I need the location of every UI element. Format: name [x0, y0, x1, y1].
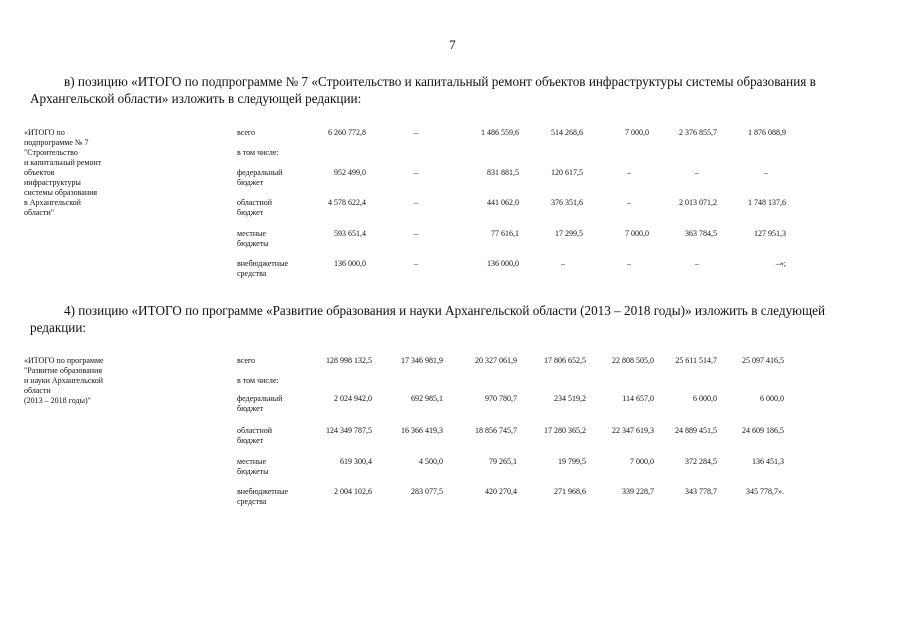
table-title: «ИТОГО по подпрограмме № 7 "Строительство и капитальный ремонт объектов инфраструктуры системы образования в Архангельской области": [24, 128, 102, 217]
table-cell: 234 519,2: [554, 394, 586, 403]
table-cell: 343 778,7: [685, 487, 717, 496]
row-label: внебюджетные средства: [237, 259, 288, 278]
table-cell: 283 077,5: [411, 487, 443, 496]
table-cell: 79 265,1: [489, 457, 517, 466]
table-cell: 1 748 137,6: [748, 198, 786, 207]
table-cell: 4 500,0: [419, 457, 443, 466]
table-cell: 24 609 186,5: [742, 426, 784, 435]
table-program-total: [24, 356, 864, 516]
table-cell: 593 651,4: [334, 229, 366, 238]
table-cell: –»;: [775, 259, 786, 268]
table-cell: 345 778,7».: [746, 487, 784, 496]
table-cell: 692 985,1: [411, 394, 443, 403]
table-cell: 2 004 102,6: [334, 487, 372, 496]
row-label: местные бюджеты: [237, 229, 269, 248]
table-cell: 271 968,6: [554, 487, 586, 496]
table-cell: 952 499,0: [334, 168, 366, 177]
paragraph-4: [30, 302, 860, 336]
table-cell: –: [414, 168, 418, 177]
row-label: местные бюджеты: [237, 457, 269, 476]
table-cell: 114 657,0: [622, 394, 654, 403]
table-cell: 376 351,6: [551, 198, 583, 207]
table-cell: 6 260 772,8: [328, 128, 366, 137]
table-cell: 128 998 132,5: [326, 356, 372, 365]
table-cell: 17 299,5: [555, 229, 583, 238]
table-cell: 25 611 514,7: [675, 356, 717, 365]
table-cell: 22 808 505,0: [612, 356, 654, 365]
table-cell: 339 228,7: [622, 487, 654, 496]
row-label: федеральный бюджет: [237, 168, 283, 187]
table-cell: 831 881,5: [487, 168, 519, 177]
table-cell: 22 347 619,3: [612, 426, 654, 435]
row-label: областной бюджет: [237, 198, 273, 217]
table-cell: 1 876 088,9: [748, 128, 786, 137]
table-cell: 970 780,7: [485, 394, 517, 403]
table-cell: 20 327 061,9: [475, 356, 517, 365]
table-cell: –: [414, 229, 418, 238]
paragraph-v-text: в) позицию «ИТОГО по подпрограмме № 7 «Строительство и капитальный ремонт объектов инфраструктуры системы образования в Архангельской области» изложить в следующей редакции:: [30, 74, 816, 106]
table-cell: 24 889 451,5: [675, 426, 717, 435]
table-cell: 7 000,0: [630, 457, 654, 466]
table-cell: 420 270,4: [485, 487, 517, 496]
table-cell: 136 000,0: [334, 259, 366, 268]
table-cell: 514 268,6: [551, 128, 583, 137]
table-cell: –: [627, 198, 631, 207]
table-cell: 124 349 787,5: [326, 426, 372, 435]
table-subprogram-7: [24, 128, 864, 278]
table-cell: 1 486 559,6: [481, 128, 519, 137]
table-cell: 363 784,5: [685, 229, 717, 238]
table-cell: 136 451,3: [752, 457, 784, 466]
table-cell: 4 578 622,4: [328, 198, 366, 207]
table-cell: 25 097 416,5: [742, 356, 784, 365]
row-label: в том числе:: [237, 376, 279, 385]
table-cell: –: [695, 168, 699, 177]
table-cell: –: [414, 128, 418, 137]
table-cell: 127 951,3: [754, 229, 786, 238]
table-cell: 2 024 942,0: [334, 394, 372, 403]
table-cell: 7 000,0: [625, 229, 649, 238]
table-cell: 17 280 365,2: [544, 426, 586, 435]
table-cell: –: [414, 198, 418, 207]
table-cell: 6 000,0: [693, 394, 717, 403]
table-cell: 2 013 071,2: [679, 198, 717, 207]
table-cell: –: [695, 259, 699, 268]
table-cell: 372 284,5: [685, 457, 717, 466]
table-cell: 441 062,0: [487, 198, 519, 207]
page-number: 7: [449, 37, 456, 52]
table-cell: 77 616,1: [491, 229, 519, 238]
table-cell: 136 000,0: [487, 259, 519, 268]
table-cell: 120 617,5: [551, 168, 583, 177]
table-cell: 6 000,0: [760, 394, 784, 403]
row-label: федеральный бюджет: [237, 394, 283, 413]
table-title: «ИТОГО по программе "Развитие образования и науки Архангельской области (2013 – 2018 годы)": [24, 356, 104, 405]
table-cell: 17 346 981,9: [401, 356, 443, 365]
table-cell: 16 366 419,3: [401, 426, 443, 435]
paragraph-4-text: 4) позицию «ИТОГО по программе «Развитие образования и науки Архангельской области (2013 – 2018 годы)» изложить в следующей редакции:: [30, 303, 826, 335]
table-cell: –: [627, 168, 631, 177]
table-cell: 619 300,4: [340, 457, 372, 466]
row-label: в том числе:: [237, 148, 279, 157]
row-label: областной бюджет: [237, 426, 273, 445]
table-cell: 18 856 745,7: [475, 426, 517, 435]
table-cell: –: [561, 259, 565, 268]
row-label: внебюджетные средства: [237, 487, 288, 506]
table-cell: 2 376 855,7: [679, 128, 717, 137]
table-cell: 17 806 652,5: [544, 356, 586, 365]
table-cell: –: [627, 259, 631, 268]
row-label: всего: [237, 356, 256, 365]
paragraph-v: [30, 73, 860, 107]
table-cell: –: [414, 259, 418, 268]
row-label: всего: [237, 128, 256, 137]
table-cell: 7 000,0: [625, 128, 649, 137]
table-cell: –: [764, 168, 768, 177]
table-cell: 19 799,5: [558, 457, 586, 466]
